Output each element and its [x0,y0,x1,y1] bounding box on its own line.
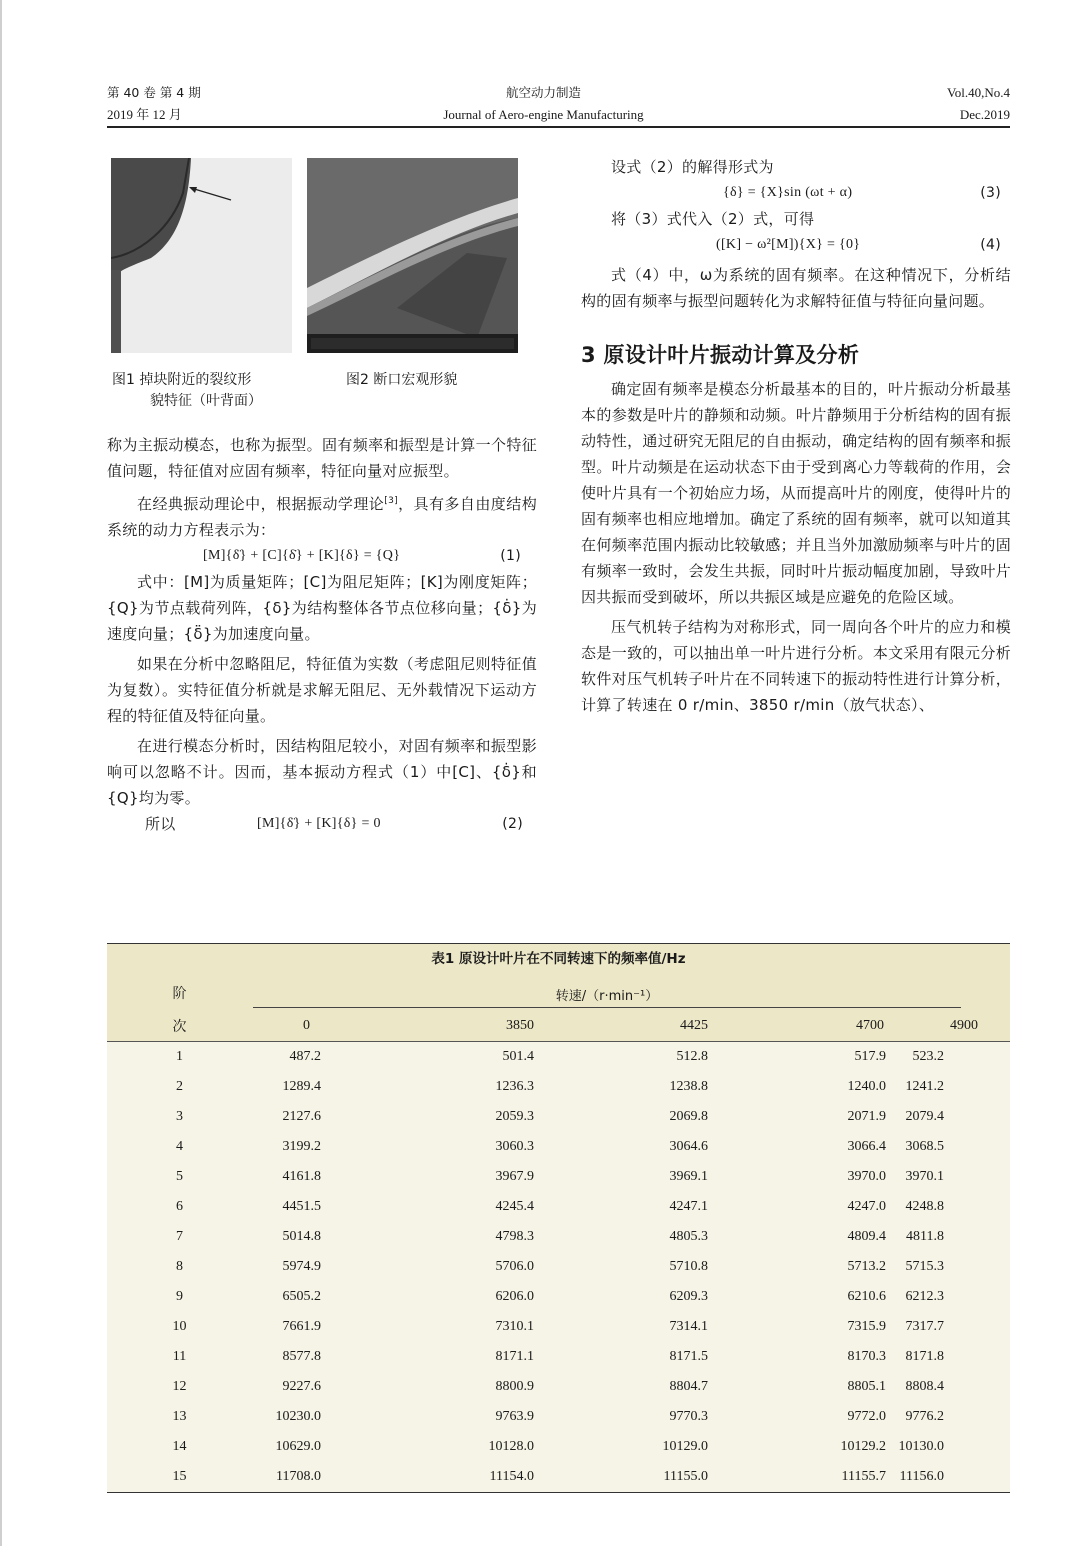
frequency-cell: 9763.9 [416,1402,574,1432]
frequency-cell: 8808.4 [890,1372,1010,1402]
frequency-cell: 5710.8 [574,1252,732,1282]
table-row [107,1282,1010,1312]
order-cell: 14 [107,1432,252,1462]
frequency-cell: 10129.2 [732,1432,890,1462]
frequency-cell: 3970.0 [732,1162,890,1192]
header-date-en: Dec.2019 [959,107,1010,122]
frequency-cell: 10128.0 [416,1432,574,1462]
frequency-cell: 7310.1 [416,1312,574,1342]
section-3-heading: 3 原设计叶片振动计算及分析 [581,343,860,367]
order-cell: 7 [107,1222,252,1252]
order-cell: 5 [107,1162,252,1192]
equation-4-row [581,232,1011,258]
left-column [107,432,537,839]
table-row [107,1462,1010,1493]
frequency-cell: 11155.0 [574,1462,732,1493]
order-cell: 11 [107,1342,252,1372]
frequency-cell: 5713.2 [732,1252,890,1282]
table-row [107,1042,1010,1073]
table-row [107,1162,1010,1192]
frequency-cell: 6505.2 [252,1282,416,1312]
speed-col-0: 0 [252,1011,416,1042]
equation-1: [M]{δ̈} + [C]{δ̇} + [K]{δ} = {Q} [203,548,401,563]
frequency-cell: 6206.0 [416,1282,574,1312]
frequency-cell: 8170.3 [732,1342,890,1372]
frequency-cell: 2079.4 [890,1102,1010,1132]
order-cell: 6 [107,1192,252,1222]
equation-3-row [581,180,1011,206]
frequency-cell: 487.2 [252,1042,416,1073]
order-cell: 10 [107,1312,252,1342]
table-1-body [107,1042,1010,1493]
frequency-cell: 8171.5 [574,1342,732,1372]
paragraph-damping: 如果在分析中忽略阻尼，特征值为实数（考虑阻尼则特征值为复数）。实特征值分析就是求解无阻尼、无外载情况下运动方程的特征值及特征向量。 [107,655,537,725]
frequency-cell: 3967.9 [416,1162,574,1192]
right-column [581,154,1011,718]
table-row [107,1252,1010,1282]
frequency-cell: 2069.8 [574,1102,732,1132]
table-row [107,1132,1010,1162]
frequency-cell: 4161.8 [252,1162,416,1192]
paragraph-solution-form: 设式（2）的解得形式为 [611,158,774,176]
table-row [107,1432,1010,1462]
order-cell: 2 [107,1072,252,1102]
frequency-cell: 4805.3 [574,1222,732,1252]
table-row [107,1192,1010,1222]
frequency-cell: 501.4 [416,1042,574,1073]
order-header-top: 阶 [107,974,252,1011]
frequency-cell: 3969.1 [574,1162,732,1192]
table-row [107,1402,1010,1432]
frequency-cell: 9772.0 [732,1402,890,1432]
table-row [107,1342,1010,1372]
order-cell: 1 [107,1042,252,1073]
frequency-cell: 7315.9 [732,1312,890,1342]
order-cell: 12 [107,1372,252,1402]
journal-title-cn: 航空动力制造 [505,85,581,100]
frequency-cell: 8800.9 [416,1372,574,1402]
header-volume: 第 40 卷 第 4 期 [107,85,201,100]
table-row [107,1372,1010,1402]
frequency-cell: 2071.9 [732,1102,890,1132]
order-cell: 9 [107,1282,252,1312]
equation-3-number: (3) [980,185,1001,201]
frequency-cell: 11155.7 [732,1462,890,1493]
so-label: 所以 [145,815,176,833]
frequency-cell: 517.9 [732,1042,890,1073]
frequency-cell: 4248.8 [890,1192,1010,1222]
figure-2-image [307,158,518,353]
table-row [107,1222,1010,1252]
speed-header-label: 转速/（r·min⁻¹） [253,985,961,1008]
order-cell: 13 [107,1402,252,1432]
frequency-cell: 10629.0 [252,1432,416,1462]
equation-2: [M]{δ̈} + [K]{δ} = 0 [257,816,381,831]
paragraph-modal-analysis: 在进行模态分析时，因结构阻尼较小，对固有频率和振型影响可以忽略不计。因而，基本振动方程式（1）中[C]、{δ̇}和{Q}均为零。 [107,737,537,807]
frequency-cell: 5715.3 [890,1252,1010,1282]
frequency-cell: 3060.3 [416,1132,574,1162]
figure-2-caption: 图2 断口宏观形貌 [346,372,458,388]
frequency-cell: 11156.0 [890,1462,1010,1493]
frequency-cell: 1240.0 [732,1072,890,1102]
frequency-cell: 512.8 [574,1042,732,1073]
figure-1-image [111,158,292,353]
equation-2-row [107,811,537,839]
frequency-cell: 4245.4 [416,1192,574,1222]
speed-col-4900: 4900 [890,1011,1010,1042]
frequency-cell: 1238.8 [574,1072,732,1102]
frequency-cell: 8171.1 [416,1342,574,1372]
paragraph-natural-frequency: 确定固有频率是模态分析最基本的目的，叶片振动分析最基本的参数是叶片的静频和动频。叶片静频用于分析结构的固有振动特性，通过研究无阻尼的自由振动，确定结构的固有频率和振型。叶片动频是在运动状态下由于受到离心力等载荷的作用，会使叶片具有一个初始应力场，从而提高叶片的刚度，使得叶片的固有频率也相应地增加。确定了系统的固有频率，就可以知道其在何频率范围内振动比较敏感；并且当外加激励频率与叶片的固有频率一致时，会发生共振，同时叶片振动幅度加剧，导致叶片因共振而受到破坏，所以共振区域是应避免的危险区域。 [581,380,1011,606]
equation-1-number: (1) [500,548,521,564]
table-row [107,1102,1010,1132]
frequency-cell: 6210.6 [732,1282,890,1312]
speed-col-3850: 3850 [416,1011,574,1042]
frequency-cell: 9770.3 [574,1402,732,1432]
frequency-cell: 3068.5 [890,1132,1010,1162]
order-cell: 8 [107,1252,252,1282]
frequency-cell: 10230.0 [252,1402,416,1432]
frequency-cell: 8805.1 [732,1372,890,1402]
order-header-bottom: 次 [107,1011,252,1042]
frequency-cell: 9776.2 [890,1402,1010,1432]
paragraph-dynamics-tail: ，具有多自由度结构系统的动力方程表示为： [107,495,538,539]
header-vol-en: Vol.40,No.4 [947,85,1010,100]
paragraph-substitute: 将（3）式代入（2）式，可得 [611,210,815,228]
frequency-cell: 7661.9 [252,1312,416,1342]
frequency-cell: 4811.8 [890,1222,1010,1252]
equation-2-number: (2) [502,816,523,832]
speed-header [252,974,1010,1011]
order-cell: 4 [107,1132,252,1162]
header-rule [107,126,1010,128]
frequency-cell: 3199.2 [252,1132,416,1162]
frequency-cell: 1241.2 [890,1072,1010,1102]
paragraph-mode-shape: 称为主振动模态，也称为振型。固有频率和振型是计算一个特征值问题，特征值对应固有频率，特征向量对应振型。 [107,436,537,480]
speed-col-4425: 4425 [574,1011,732,1042]
frequency-cell: 11708.0 [252,1462,416,1493]
frequency-cell: 3066.4 [732,1132,890,1162]
equation-3: {δ} = {X}sin (ωt + α) [723,185,853,200]
frequency-cell: 7317.7 [890,1312,1010,1342]
figure-1-caption-line1: 图1 掉块附近的裂纹形 [112,372,252,388]
frequency-cell: 3970.1 [890,1162,1010,1192]
equation-1-row [107,543,537,569]
paragraph-compressor: 压气机转子结构为对称形式，同一周向各个叶片的应力和模态是一致的，可以抽出单一叶片进行分析。本文采用有限元分析软件对压气机转子叶片在不同转速下的振动特性进行计算分析，计算了转速在 0 r/min、3850 r/min（放气状态）、 [581,618,1011,714]
frequency-cell: 7314.1 [574,1312,732,1342]
frequency-cell: 1236.3 [416,1072,574,1102]
frequency-cell: 5706.0 [416,1252,574,1282]
frequency-cell: 1289.4 [252,1072,416,1102]
paragraph-dynamics-intro [107,488,537,543]
frequency-cell: 10129.0 [574,1432,732,1462]
paragraph-matrices: 式中：[M]为质量矩阵；[C]为阻尼矩阵；[K]为刚度矩阵；{Q}为节点载荷列阵，{δ}为结构整体各节点位移向量；{δ̇}为速度向量；{δ̈}为加速度向量。 [107,573,537,643]
citation-ref: [3] [384,496,398,506]
table-row [107,1312,1010,1342]
header-date: 2019 年 12 月 [107,107,182,122]
frequency-cell: 6209.3 [574,1282,732,1312]
frequency-cell: 3064.6 [574,1132,732,1162]
frequency-cell: 8804.7 [574,1372,732,1402]
frequency-cell: 8577.8 [252,1342,416,1372]
order-cell: 3 [107,1102,252,1132]
frequency-cell: 5974.9 [252,1252,416,1282]
figure-1-caption-line2: 貌特征（叶背面） [150,393,262,409]
frequency-cell: 2059.3 [416,1102,574,1132]
figure-1-caption [112,370,262,412]
speed-col-4700: 4700 [732,1011,890,1042]
frequency-cell: 4798.3 [416,1222,574,1252]
frequency-cell: 6212.3 [890,1282,1010,1312]
order-cell: 15 [107,1462,252,1493]
frequency-cell: 4247.0 [732,1192,890,1222]
frequency-cell: 4247.1 [574,1192,732,1222]
frequency-cell: 11154.0 [416,1462,574,1493]
table-row [107,1072,1010,1102]
frequency-cell: 5014.8 [252,1222,416,1252]
frequency-cell: 4451.5 [252,1192,416,1222]
page-edge [0,0,2,1546]
frequency-cell: 523.2 [890,1042,1010,1073]
journal-title-en: Journal of Aero-engine Manufacturing [443,107,644,122]
paragraph-eigen: 式（4）中，ω为系统的固有频率。在这种情况下，分析结构的固有频率与振型问题转化为求解特征值与特征向量问题。 [581,266,1011,310]
frequency-cell: 8171.8 [890,1342,1010,1372]
equation-4: ([K] − ω²[M]){X} = {0} [716,237,861,252]
table-1-grid [107,974,1010,1493]
frequency-cell: 2127.6 [252,1102,416,1132]
table-1-title: 表1 原设计叶片在不同转速下的频率值/Hz [107,943,1010,974]
frequency-cell: 9227.6 [252,1372,416,1402]
table-1 [107,943,1010,1493]
paragraph-dynamics-text: 在经典振动理论中，根据振动学理论 [137,495,385,513]
equation-4-number: (4) [980,237,1001,253]
frequency-cell: 4809.4 [732,1222,890,1252]
frequency-cell: 10130.0 [890,1432,1010,1462]
